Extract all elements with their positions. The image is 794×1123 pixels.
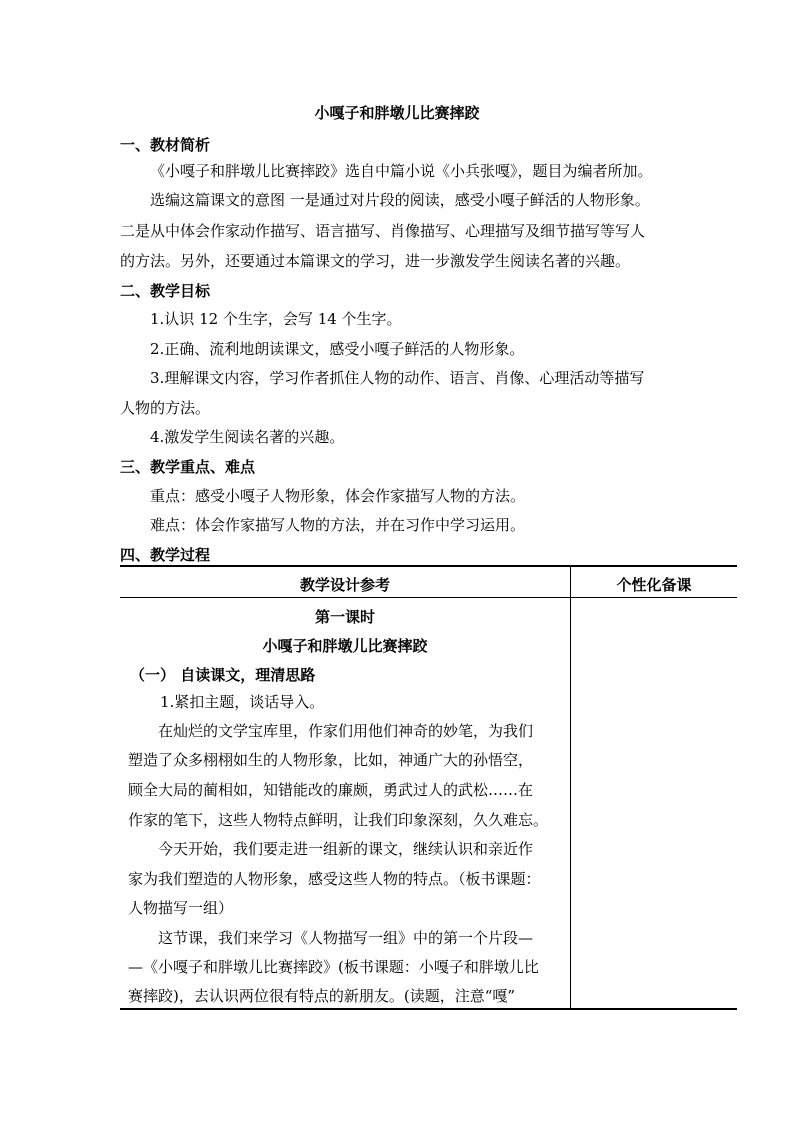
lesson-plan-table	[120, 565, 737, 1010]
table-header-divider	[120, 597, 737, 598]
table-header-design: 教学设计参考	[299, 576, 390, 594]
table-text-line: 人物描写一组）	[128, 899, 234, 917]
lesson-title: 第一课时	[314, 608, 375, 626]
table-top-border	[120, 565, 737, 567]
section-heading-4: 四、教学过程	[120, 546, 211, 564]
objective-line: 3.理解课文内容，学习作者抓住人物的动作、语言、肖像、心理活动等描写	[150, 369, 645, 387]
table-text-line: 1.紧扣主题，谈话导入。	[160, 693, 325, 711]
keypoint-line: 难点：体会作家描写人物的方法，并在习作中学习运用。	[150, 516, 526, 534]
table-bottom-border	[120, 1008, 737, 1010]
table-text-line: —《小嘎子和胖墩儿比赛摔跤》(板书课题：小嘎子和胖墩儿比	[128, 958, 539, 976]
objective-line: 1.认识 12 个生字，会写 14 个生字。	[150, 310, 402, 328]
objective-line: 人物的方法。	[120, 399, 211, 417]
part-heading: （一） 自读课文，理清思路	[130, 666, 316, 684]
paragraph-line: 二是从中体会作家动作描写、语言描写、肖像描写、心理描写及细节描写等写人	[120, 222, 646, 240]
table-text-line: 顾全大局的蔺相如，知错能改的廉颇，勇武过人的武松……在	[128, 781, 534, 799]
paragraph-line: 的方法。另外，还要通过本篇课文的学习，进一步激发学生阅读名著的兴趣。	[120, 252, 631, 270]
objective-line: 2.正确、流利地朗读课文，感受小嘎子鲜活的人物形象。	[150, 340, 525, 358]
objective-line: 4.激发学生阅读名著的兴趣。	[150, 428, 345, 446]
lesson-subtitle: 小嘎子和胖墩儿比赛摔跤	[262, 637, 428, 655]
table-text-line: 塑造了众多栩栩如生的人物形象，比如，神通广大的孙悟空，	[128, 751, 534, 769]
table-text-line: 今天开始，我们要走进一组新的课文，继续认识和亲近作	[158, 840, 534, 858]
table-text-line: 作家的笔下，这些人物特点鲜明，让我们印象深刻，久久难忘。	[128, 811, 549, 829]
table-text-line: 这节课，我们来学习《人物描写一组》中的第一个片段—	[158, 929, 534, 947]
keypoint-line: 重点：感受小嘎子人物形象，体会作家描写人物的方法。	[150, 487, 526, 505]
section-heading-2: 二、教学目标	[120, 282, 211, 300]
section-heading-1: 一、教材简析	[120, 136, 211, 154]
table-text-line: 赛摔跤)，去认识两位很有特点的新朋友。(读题，注意“嘎”	[128, 987, 516, 1005]
document-title: 小嘎子和胖墩儿比赛摔跤	[314, 104, 480, 122]
paragraph-line: 选编这篇课文的意图 一是通过对片段的阅读，感受小嘎子鲜活的人物形象。	[150, 191, 650, 209]
table-text-line: 家为我们塑造的人物形象，感受这些人物的特点。（板书课题：	[128, 870, 541, 888]
table-header-personal: 个性化备课	[616, 576, 692, 594]
table-text-line: 在灿烂的文学宝库里，作家们用他们神奇的妙笔，为我们	[158, 722, 534, 740]
table-column-divider	[570, 565, 571, 1010]
section-heading-3: 三、教学重点、难点	[120, 458, 256, 476]
paragraph-line: 《小嘎子和胖墩儿比赛摔跤》选自中篇小说《小兵张嘎》，题目为编者所加。	[150, 162, 653, 180]
